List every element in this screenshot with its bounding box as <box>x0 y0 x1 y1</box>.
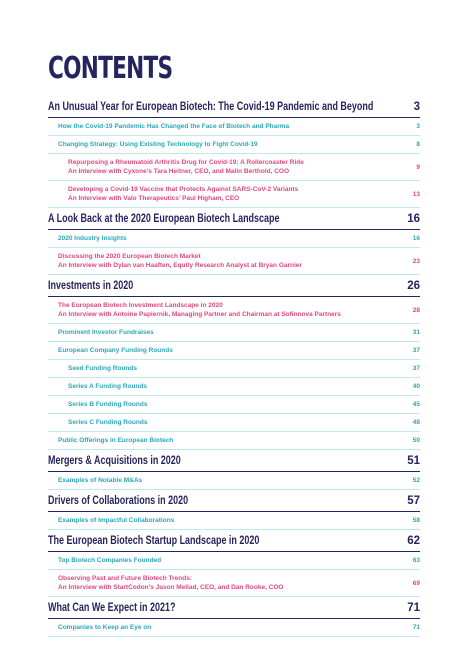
toc-section-title-text: An Unusual Year for European Biotech: The Covid-19 Pandemic and Beyond <box>48 100 374 113</box>
toc-entry-title <box>68 158 400 176</box>
toc-entry-page: 23 <box>412 257 420 265</box>
toc-entry-line: Top Biotech Companies Founded <box>58 557 162 564</box>
toc-section[interactable] <box>48 208 420 230</box>
toc-entry-title <box>58 476 400 485</box>
toc-entry-line: European Company Funding Rounds <box>58 347 173 354</box>
toc-entry-title <box>68 364 400 373</box>
toc-entry-line: An Interview with Dylan van Haaften, Equity Research Analyst at Bryan Garnier <box>58 262 302 269</box>
toc-section-title-text: Drivers of Collaborations in 2020 <box>48 494 189 507</box>
toc-entry-page: 28 <box>412 306 420 314</box>
toc-section-title <box>48 602 400 614</box>
toc-entry-line: Prominent Investor Fundraises <box>58 329 154 336</box>
toc-entry-page: 45 <box>412 401 420 408</box>
toc-entry[interactable] <box>48 154 420 181</box>
toc-section-page: 16 <box>407 212 420 225</box>
toc-section-title-text: Mergers & Acquisitions in 2020 <box>48 454 181 467</box>
toc-entry-line: Changing Strategy: Using Existing Technology to Fight Covid-19 <box>58 141 258 148</box>
toc-entry[interactable] <box>48 472 420 490</box>
toc-entry-line: Companies to Keep an Eye on <box>58 624 152 631</box>
toc-entry[interactable] <box>48 378 420 396</box>
toc-entry-title <box>68 382 400 391</box>
toc-entry-line: Series C Funding Rounds <box>68 419 148 426</box>
toc-entry-line: An Interview with StartCodon’s Jason Mellad, CEO, and Dan Rooke, COO <box>58 584 284 591</box>
toc-entry-line: Examples of Impactful Collaborations <box>58 517 175 524</box>
toc-entry-line: Developing a Covid-19 Vaccine that Protects Against SARS-CoV-2 Variants <box>68 186 299 193</box>
toc-entry-title <box>58 122 400 131</box>
toc-entry-page: 37 <box>412 347 420 354</box>
toc-entry-title <box>58 234 400 243</box>
toc-entry-page: 69 <box>412 579 420 587</box>
toc-entry-page: 16 <box>412 235 420 242</box>
toc-section[interactable] <box>48 275 420 297</box>
toc-entry-title <box>58 346 400 355</box>
toc-section[interactable] <box>48 490 420 512</box>
toc-entry-page: 3 <box>416 123 420 130</box>
toc-entry-title <box>58 623 400 632</box>
toc-entry[interactable] <box>48 432 420 450</box>
toc-entry-page: 52 <box>412 477 420 484</box>
toc-entry-page: 50 <box>412 437 420 444</box>
toc-entry[interactable] <box>48 619 420 637</box>
toc-entry-page: 8 <box>416 141 420 148</box>
toc-entry-line: How the Covid-19 Pandemic Has Changed the Face of Biotech and Pharma <box>58 123 290 130</box>
toc-entry-page: 71 <box>412 624 420 631</box>
toc-entry-title <box>58 516 400 525</box>
toc-entry-title <box>58 574 400 592</box>
toc-entry-title <box>58 436 400 445</box>
toc-entry-line: Seed Funding Rounds <box>68 365 137 372</box>
toc-entry[interactable] <box>48 248 420 275</box>
toc-entry-line: Repurposing a Rheumatoid Arthritis Drug for Covid-19: A Rollercoaster Ride <box>68 159 304 166</box>
toc-entry[interactable] <box>48 230 420 248</box>
toc-entry-line: The European Biotech Investment Landscape in 2020 <box>58 302 223 309</box>
toc-entry-title <box>58 252 400 270</box>
toc-entry-page: 9 <box>416 163 420 171</box>
toc-entry[interactable] <box>48 118 420 136</box>
toc-entry-line: Series A Funding Rounds <box>68 383 147 390</box>
toc-section-page: 71 <box>407 601 420 614</box>
toc-section-page: 26 <box>407 279 420 292</box>
toc-section-title <box>48 213 400 225</box>
toc-entry-page: 37 <box>412 365 420 372</box>
toc-entry[interactable] <box>48 414 420 432</box>
toc-entry-line: Examples of Notable M&As <box>58 477 143 484</box>
toc-section-title <box>48 495 400 507</box>
toc-entry-page: 40 <box>412 383 420 390</box>
toc-entry-title <box>58 328 400 337</box>
toc-entry-page: 63 <box>412 557 420 564</box>
toc-entry-title <box>58 301 400 319</box>
toc-entry-line: Discussing the 2020 European Biotech Market <box>58 253 201 260</box>
toc-section-title-text: A Look Back at the 2020 European Biotech Landscape <box>48 212 280 225</box>
toc-section-title-text: What Can We Expect in 2021? <box>48 601 176 614</box>
toc-entry[interactable] <box>48 570 420 597</box>
toc-entry[interactable] <box>48 512 420 530</box>
toc-section[interactable] <box>48 597 420 619</box>
toc-section-page: 62 <box>407 534 420 547</box>
toc-section-title <box>48 455 400 467</box>
toc-section[interactable] <box>48 96 420 118</box>
toc-entry-line: Observing Past and Future Biotech Trends: <box>58 575 192 582</box>
toc-entry[interactable] <box>48 552 420 570</box>
toc-section-page: 51 <box>407 454 420 467</box>
toc-section[interactable] <box>48 450 420 472</box>
toc-entry-page: 31 <box>412 329 420 336</box>
toc-entry[interactable] <box>48 297 420 324</box>
toc-entry[interactable] <box>48 342 420 360</box>
toc-entry-line: 2020 Industry Insights <box>58 235 127 242</box>
page-title: CONTENTS <box>48 51 173 86</box>
toc-entry[interactable] <box>48 360 420 378</box>
toc-entry-title <box>68 185 400 203</box>
toc-entry-title <box>68 400 400 409</box>
toc-entry-title <box>58 556 400 565</box>
toc-section-title <box>48 535 400 547</box>
toc-section-title <box>48 101 400 113</box>
toc-entry[interactable] <box>48 396 420 414</box>
toc-section-title-text: The European Biotech Startup Landscape in 2020 <box>48 534 260 547</box>
toc-entry-line: An Interview with Cyxone’s Tara Heitner, CEO, and Malin Berthold, COO <box>68 168 290 175</box>
toc-section[interactable] <box>48 530 420 552</box>
toc-entry-page: 13 <box>412 190 420 198</box>
toc-entry-line: Public Offerings in European Biotech <box>58 437 174 444</box>
toc-section-page: 57 <box>407 494 420 507</box>
toc-entry-title <box>68 418 400 427</box>
toc-entry-line: An Interview with Valo Therapeutics’ Paul Higham, CEO <box>68 195 240 202</box>
toc-entry-page: 58 <box>412 517 420 524</box>
toc-section-title-text: Investments in 2020 <box>48 279 134 292</box>
table-of-contents <box>48 96 420 637</box>
toc-entry-line: An Interview with Antoine Papiernik, Managing Partner and Chairman at Sofinnova Partners <box>58 311 341 318</box>
toc-entry-line: Series B Funding Rounds <box>68 401 148 408</box>
toc-entry[interactable] <box>48 181 420 208</box>
toc-section-page: 3 <box>413 100 420 113</box>
toc-section-title <box>48 280 400 292</box>
toc-entry[interactable] <box>48 136 420 154</box>
toc-entry[interactable] <box>48 324 420 342</box>
toc-entry-title <box>58 140 400 149</box>
toc-entry-page: 48 <box>412 419 420 426</box>
